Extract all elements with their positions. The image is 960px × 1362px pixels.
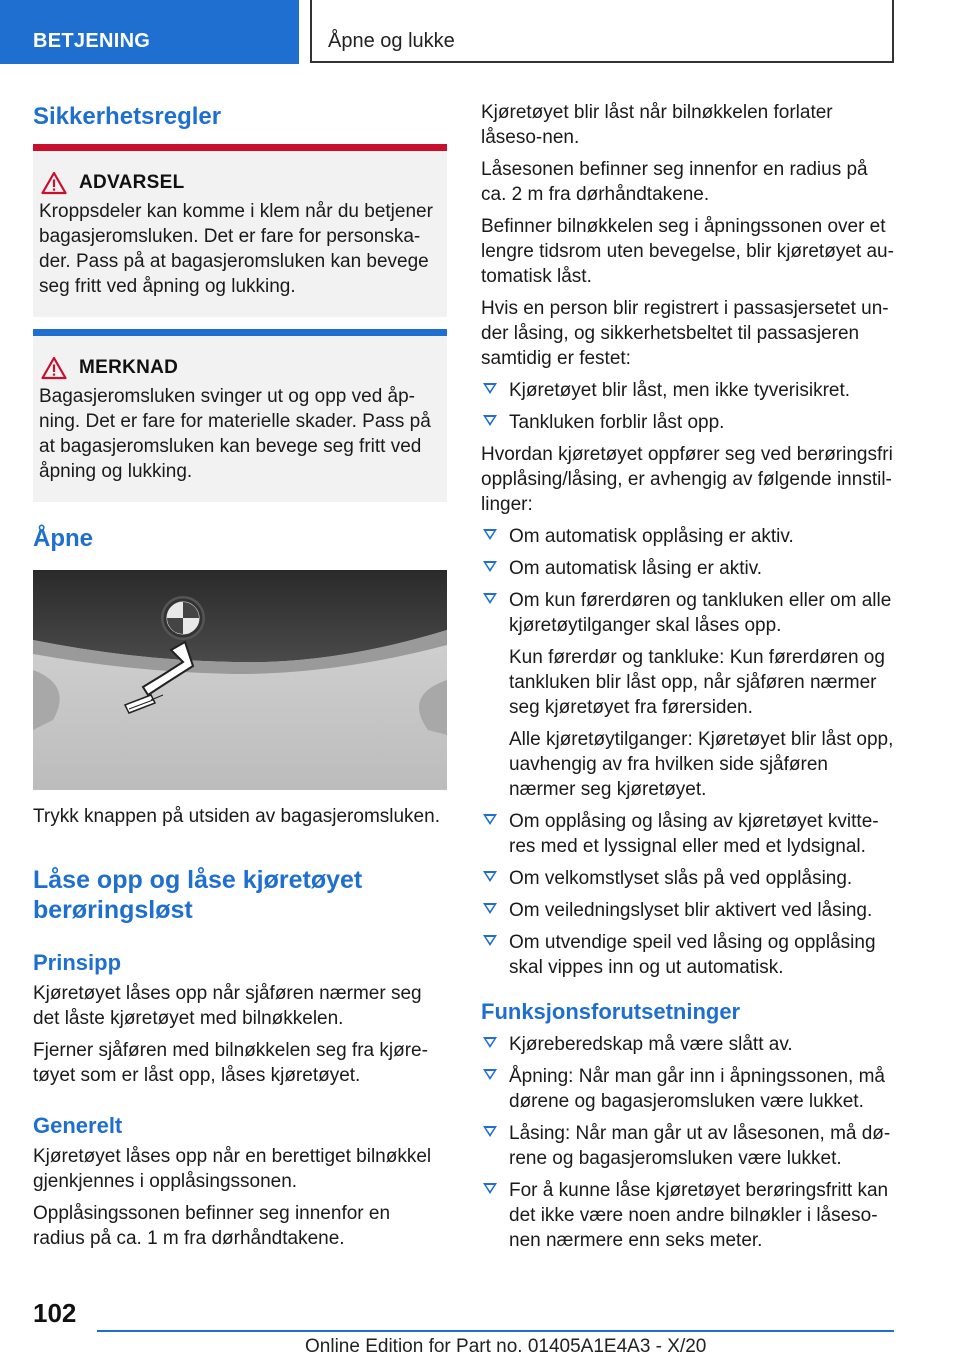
list-item: Om kun førerdøren og tankluken eller om alle kjøretøytilganger skal låses opp. Kun førerdør og tankluke: Kun førerdøren og tankluken blir låst opp, når sjåføren nærmer seg kjøretøyet fra førersiden. Alle kjøretøytilganger: Kjøretøyet blir låst opp, uavhengig av fra hvilken side sjåføren nærmer seg kjøretøyet. <box>481 588 896 802</box>
bullet-triangle-icon <box>483 593 497 604</box>
list-item: Kjøreberedskap må være slått av. <box>481 1032 896 1057</box>
list-item-note: Kun førerdør og tankluke: Kun førerdøren og tankluken blir låst opp, når sjåføren nærmer seg kjøretøyet fra førersiden. <box>509 647 885 718</box>
left-column <box>33 100 447 1251</box>
bullet-triangle-icon <box>483 383 497 394</box>
bullet-triangle-icon <box>483 1069 497 1080</box>
warning-text: Kroppsdeler kan komme i klem når du betjener bagasjeromsluken. Det er fare for personska-der. Pass på at bagasjeromsluken kan bevege seg fritt ved åpning og lukking. <box>39 201 433 297</box>
list-item: Tankluken forblir låst opp. <box>481 410 896 435</box>
bullet-triangle-icon <box>483 903 497 914</box>
principle-title: Prinsipp <box>33 950 122 975</box>
general-title: Generelt <box>33 1113 123 1138</box>
list-item: Om velkomstlyset slås på ved opplåsing. <box>481 866 896 891</box>
footer-divider <box>97 1330 894 1332</box>
right-p4: Hvis en person blir registrert i passasjersetet un-der låsing, og sikkerhetsbeltet til passasjeren samtidig er festet: <box>481 298 889 369</box>
list-item: For å kunne låse kjøretøyet berøringsfritt kan det ikke være noen andre bilnøkler i låseso-nen nærmere enn seks meter. <box>481 1178 896 1253</box>
list-item: Om automatisk opplåsing er aktiv. <box>481 524 896 549</box>
warning-label: ADVARSEL <box>79 172 185 193</box>
open-title: Åpne <box>33 525 93 552</box>
notice-text: Bagasjeromsluken svinger ut og opp ved åp-ning. Det er fare for materielle skader. Pass på at bagasjeromsluken kan bevege seg fritt ved åpning og lukking. <box>39 386 431 482</box>
bullet-triangle-icon <box>483 529 497 540</box>
general-p2: Opplåsingssonen befinner seg innenfor en radius på ca. 1 m fra dørhåndtakene. <box>33 1203 391 1249</box>
lock-title: Låse opp og låse kjøretøyet berøringsløst <box>33 866 363 924</box>
notice-label: MERKNAD <box>79 357 179 378</box>
header-section-tab <box>0 0 299 64</box>
notice-triangle-icon <box>41 356 67 380</box>
footer-edition: Online Edition for Part no. 01405A1E4A3 - X/20 <box>305 1336 707 1357</box>
notice-box <box>33 329 447 502</box>
warning-box <box>33 144 447 317</box>
header-chapter-label: Åpne og lukke <box>328 30 455 52</box>
page-number: 102 <box>33 1298 77 1328</box>
list-item: Om veiledningslyset blir aktivert ved låsing. <box>481 898 896 923</box>
bullet-triangle-icon <box>483 1183 497 1194</box>
right-column <box>481 100 896 1260</box>
func-title: Funksjonsforutsetninger <box>481 999 741 1024</box>
right-p5: Hvordan kjøretøyet oppfører seg ved berøringsfri opplåsing/låsing, er avhengig av følgende innstil-linger: <box>481 444 893 515</box>
bullet-triangle-icon <box>483 1126 497 1137</box>
bullet-triangle-icon <box>483 415 497 426</box>
list-settings <box>481 524 896 980</box>
right-p1: Kjøretøyet blir låst når bilnøkkelen forlater låseso-nen. <box>481 102 833 148</box>
warning-triangle-icon <box>41 171 67 195</box>
list-passenger <box>481 378 896 435</box>
right-p2: Låsesonen befinner seg innenfor en radius på ca. 2 m fra dørhåndtakene. <box>481 159 868 205</box>
tailgate-button-photo <box>33 570 447 790</box>
general-p1: Kjøretøyet låses opp når en berettiget bilnøkkel gjenkjennes i opplåsingssonen. <box>33 1146 432 1192</box>
bullet-triangle-icon <box>483 1037 497 1048</box>
list-item: Kjøretøyet blir låst, men ikke tyverisikret. <box>481 378 896 403</box>
header-section-label: BETJENING <box>33 30 151 52</box>
list-item: Låsing: Når man går ut av låsesonen, må dø-rene og bagasjeromsluken være lukket. <box>481 1121 896 1171</box>
bullet-triangle-icon <box>483 871 497 882</box>
principle-p2: Fjerner sjåføren med bilnøkkelen seg fra kjøre-tøyet som er låst opp, låses kjøretøyet. <box>33 1040 428 1086</box>
header-chapter-tab <box>310 0 894 63</box>
list-item: Om automatisk låsing er aktiv. <box>481 556 896 581</box>
principle-p1: Kjøretøyet låses opp når sjåføren nærmer seg det låste kjøretøyet med bilnøkkelen. <box>33 983 422 1029</box>
bullet-triangle-icon <box>483 935 497 946</box>
safety-title: Sikkerhetsregler <box>33 103 222 130</box>
list-conditions <box>481 1032 896 1253</box>
bullet-triangle-icon <box>483 814 497 825</box>
list-item-note: Alle kjøretøytilganger: Kjøretøyet blir låst opp, uavhengig av fra hvilken side sjåføren nærmer seg kjøretøyet. <box>509 729 894 800</box>
list-item: Om utvendige speil ved låsing og opplåsing skal vippes inn og ut automatisk. <box>481 930 896 980</box>
list-item: Åpning: Når man går inn i åpningssonen, må dørene og bagasjeromsluken være lukket. <box>481 1064 896 1114</box>
open-caption: Trykk knappen på utsiden av bagasjeromsluken. <box>33 806 440 827</box>
right-p3: Befinner bilnøkkelen seg i åpningssonen over et lengre tidsrom uten bevegelse, blir kjøretøyet au-tomatisk låst. <box>481 216 894 287</box>
list-item: Om opplåsing og låsing av kjøretøyet kvitte-res med et lyssignal eller med et lydsignal. <box>481 809 896 859</box>
bullet-triangle-icon <box>483 561 497 572</box>
